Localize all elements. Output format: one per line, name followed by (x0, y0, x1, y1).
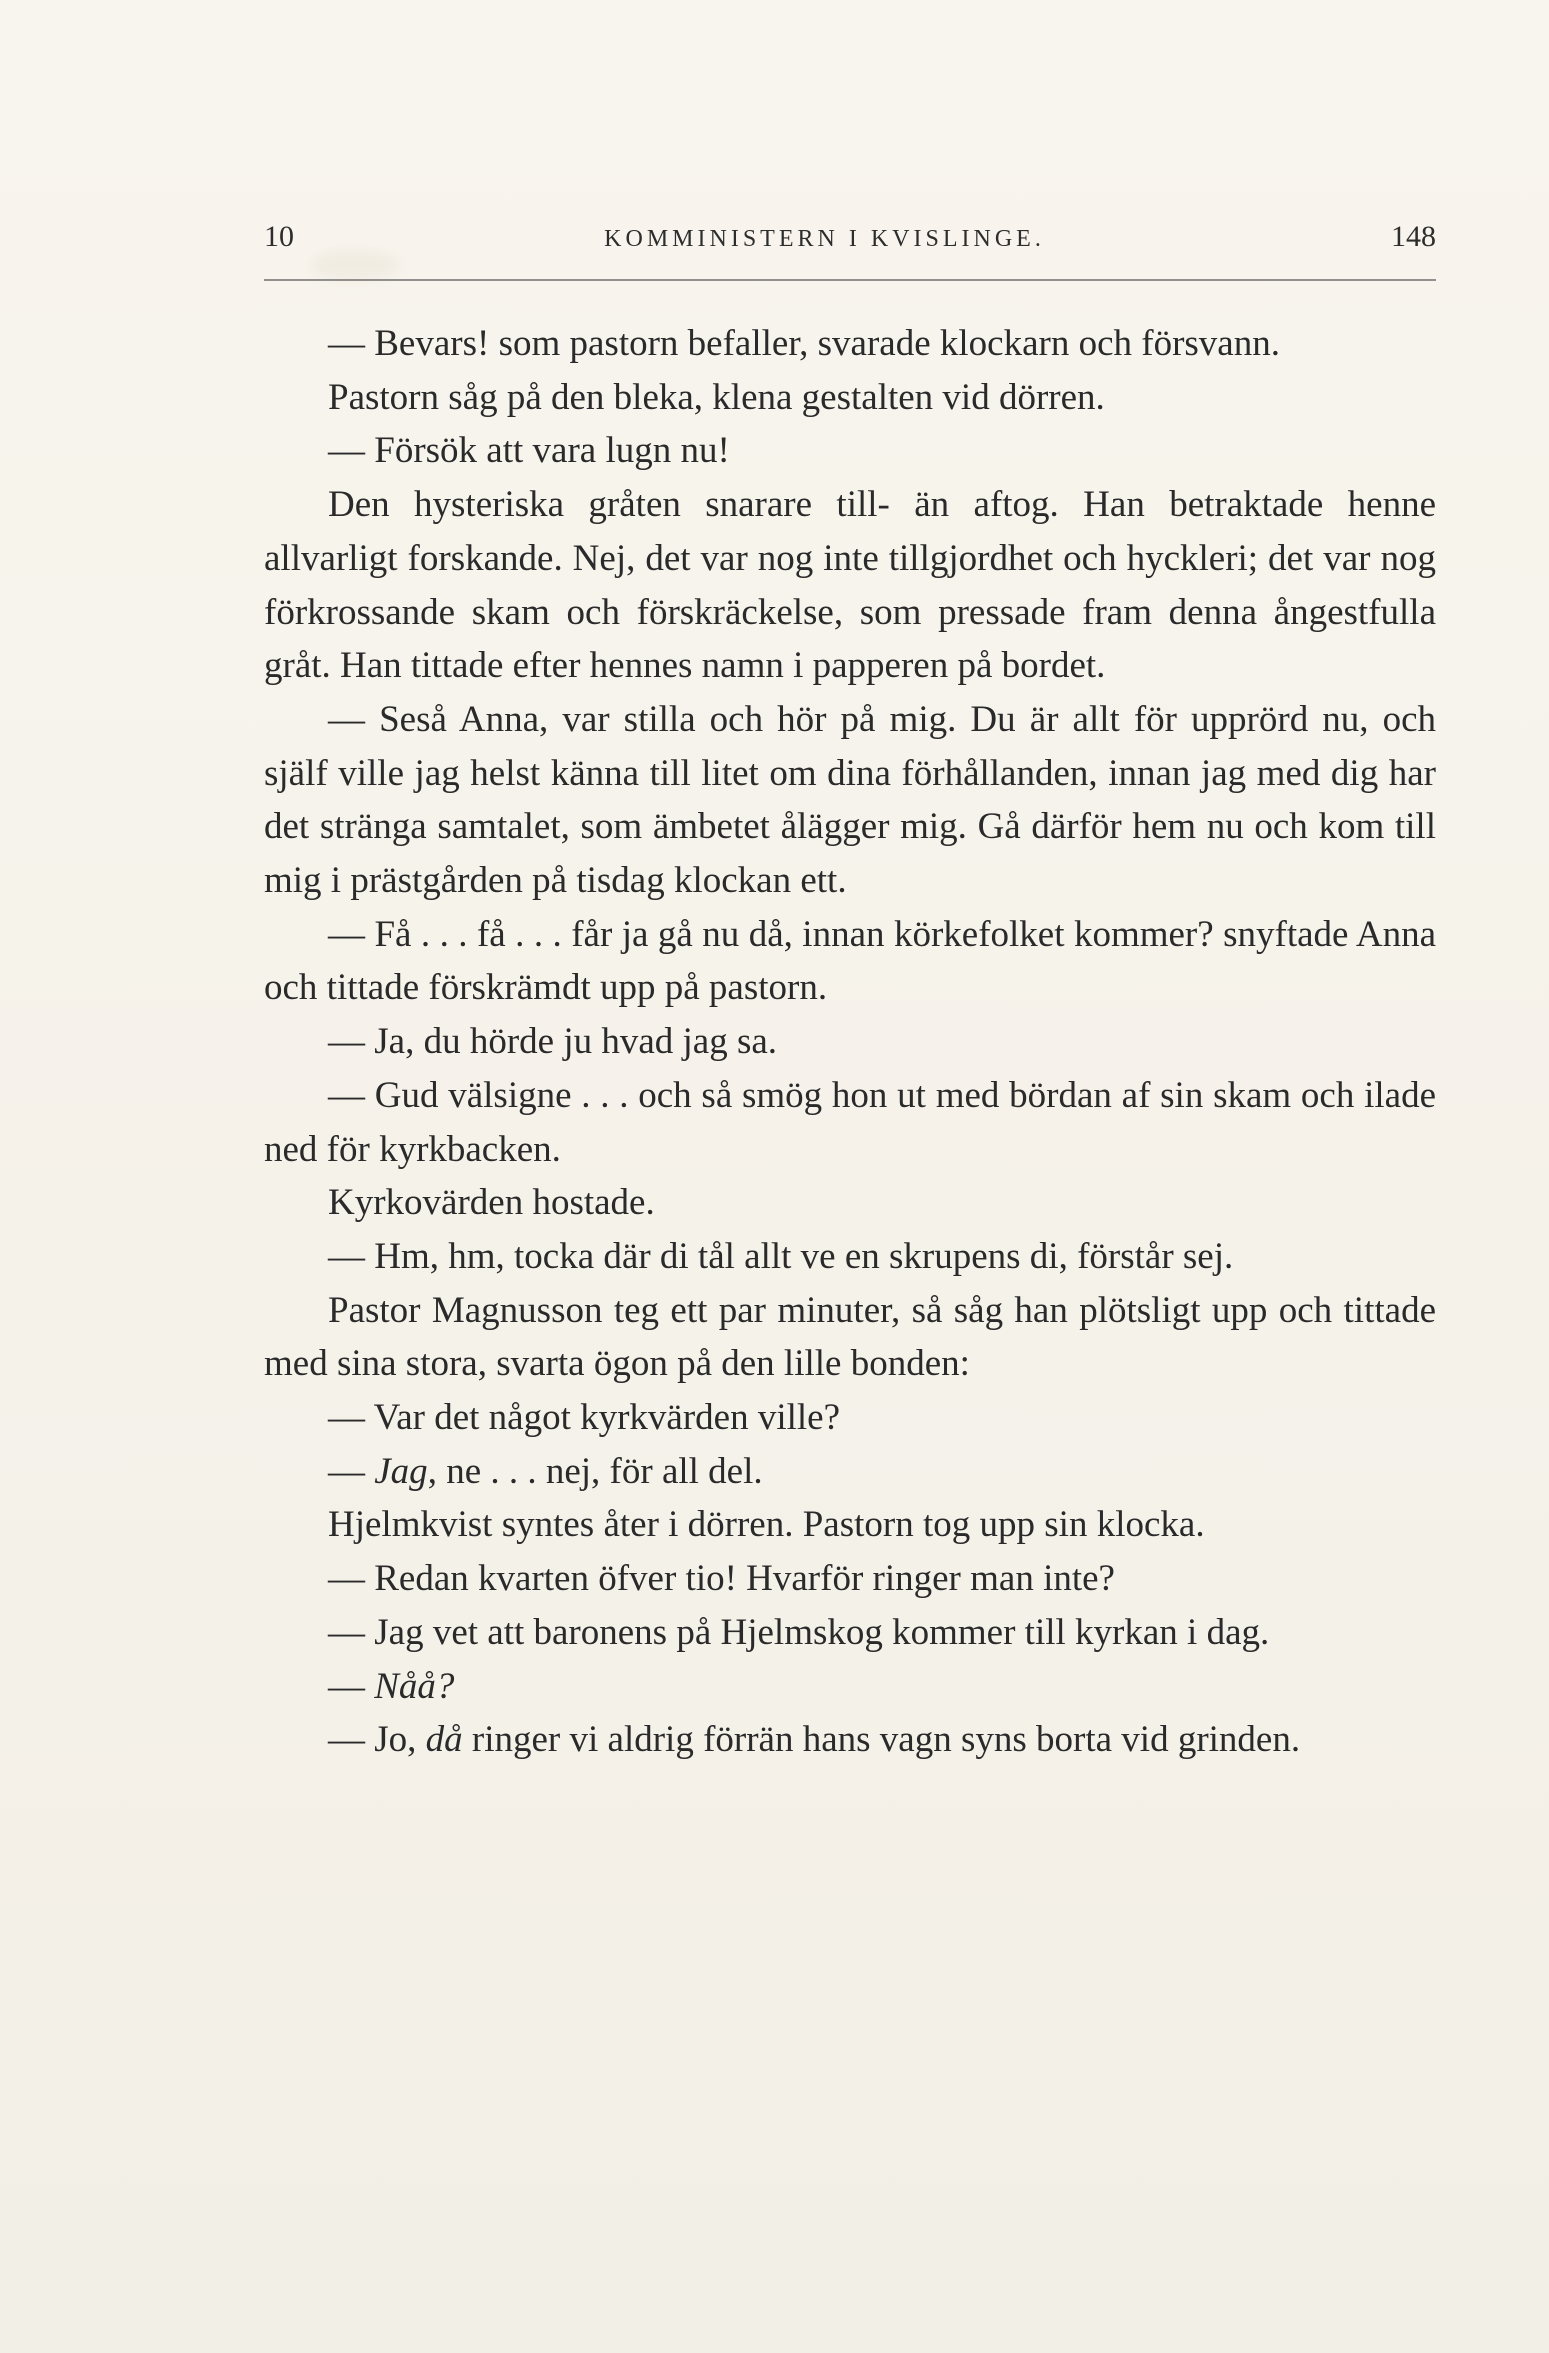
paragraph (264, 1230, 1436, 1284)
paragraph (264, 317, 1436, 371)
paragraph (264, 1606, 1436, 1660)
text-run: — Gud välsigne . . . och så smög hon ut med bördan af sin skam och ilade ned för kyrkbacken. (264, 1074, 1436, 1170)
paragraph (264, 693, 1436, 908)
italic-text: Jag (374, 1450, 428, 1492)
page-number: 148 (1390, 220, 1436, 253)
text-run: , ne . . . nej, för all del. (427, 1450, 763, 1492)
text-run: — Seså Anna, var stilla och hör på mig. Du är allt för upprörd nu, och själf ville jag helst känna till litet om dina förhållanden, innan jag med dig har det stränga samtalet, som ämbetet ålägger mig. Gå därför hem nu och kom till mig i prästgården på tisdag klockan ett. (264, 698, 1436, 902)
body-text (264, 317, 1436, 1767)
text-run: — (328, 1450, 375, 1492)
text-run: Kyrkovärden hostade. (328, 1182, 655, 1224)
text-run: Pastorn såg på den bleka, klena gestalten vid dörren. (328, 376, 1105, 418)
text-run: — Få . . . få . . . får ja gå nu då, innan körkefolket kommer? snyftade Anna och tittade förskrämdt upp på pastorn. (264, 913, 1436, 1009)
text-run: ringer vi aldrig förrän hans vagn syns borta vid grinden. (462, 1719, 1301, 1761)
text-run: — Redan kvarten öfver tio! Hvarför ringer man inte? (328, 1558, 1115, 1600)
text-run: — (328, 1665, 375, 1707)
paragraph (264, 371, 1436, 425)
paragraph (264, 1284, 1436, 1391)
paragraph (264, 1660, 1436, 1714)
paragraph (264, 1713, 1436, 1767)
text-run: — Jo, (328, 1719, 426, 1761)
text-run: — Jag vet att baronens på Hjelmskog kommer till kyrkan i dag. (328, 1611, 1270, 1653)
paragraph (264, 424, 1436, 478)
paragraph (264, 1552, 1436, 1606)
paragraph (264, 1391, 1436, 1445)
paragraph (264, 1498, 1436, 1552)
paragraph (264, 1176, 1436, 1230)
paragraph (264, 478, 1436, 693)
text-run: Den hysteriska gråten snarare till- än aftog. Han betraktade henne allvarligt forskande. Nej, det var nog inte tillgjordhet och hyckleri; det var nog förkrossande skam och förskräckelse, som pressade fram denna ångestfulla gråt. Han tittade efter hennes namn i papperen på bordet. (264, 484, 1436, 687)
text-run: Pastor Magnusson teg ett par minuter, så såg han plötsligt upp och tittade med sina stora, svarta ögon på den lille bonden: (264, 1289, 1436, 1385)
paragraph (264, 1445, 1436, 1499)
text-run: — Var det något kyrkvärden ville? (328, 1397, 841, 1439)
running-header (264, 220, 1436, 270)
text-run: — Försök att vara lugn nu! (328, 430, 730, 472)
paragraph (264, 1069, 1436, 1176)
running-title: KOMMINISTERN I KVISLINGE. (604, 226, 1045, 252)
text-run: — Bevars! som pastorn befaller, svarade klockarn och försvann. (328, 323, 1280, 364)
text-run: — Hm, hm, tocka där di tål allt ve en skrupens di, förstår sej. (328, 1235, 1234, 1277)
italic-text: Nåå? (374, 1665, 455, 1707)
text-run: Hjelmkvist syntes åter i dörren. Pastorn tog upp sin klocka. (328, 1504, 1205, 1546)
header-rule (264, 279, 1436, 281)
paragraph (264, 1015, 1436, 1069)
italic-text: då (425, 1719, 463, 1761)
paragraph (264, 908, 1436, 1015)
text-run: — Ja, du hörde ju hvad jag sa. (328, 1021, 778, 1063)
signature-number: 10 (264, 220, 294, 253)
